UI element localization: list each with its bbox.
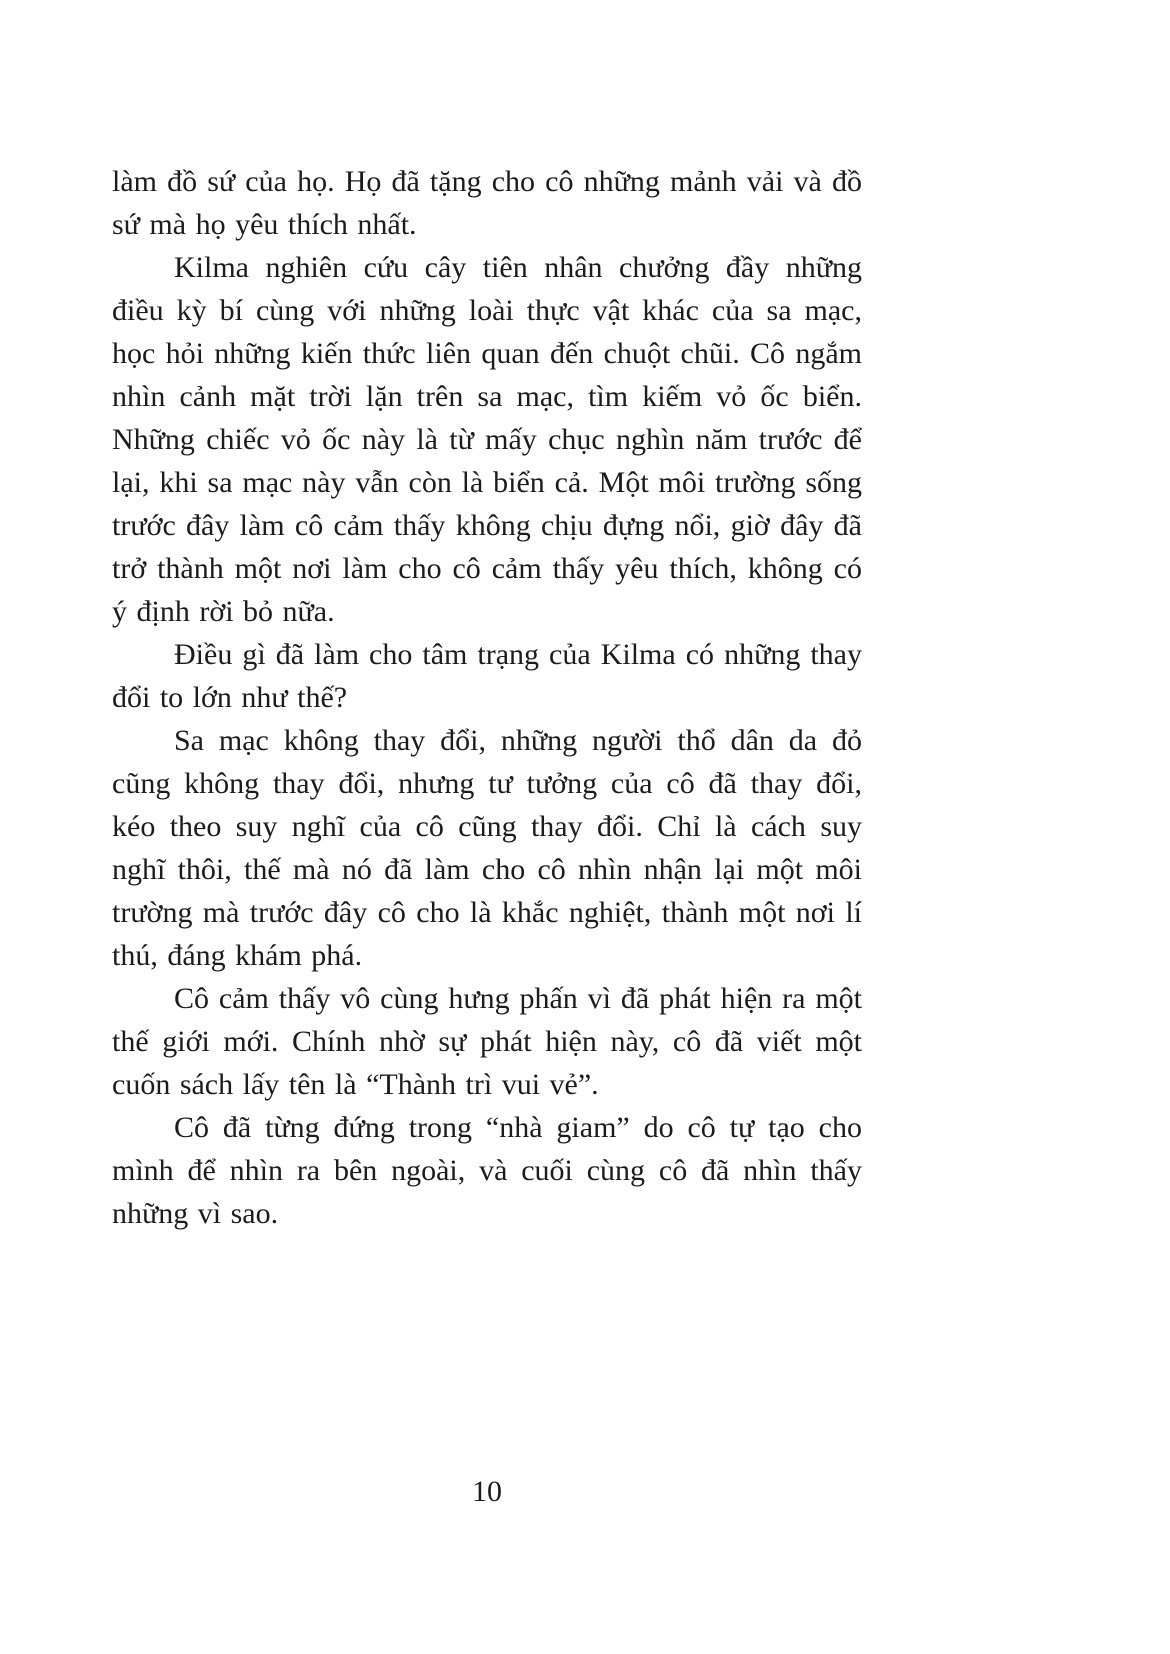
paragraph: Kilma nghiên cứu cây tiên nhân chưởng đầy những điều kỳ bí cùng với những loài thực vật khác của sa mạc, học hỏi những kiến thức liên quan đến chuột chũi. Cô ngắm nhìn cảnh mặt trời lặn trên sa mạc, tìm kiếm vỏ ốc biển. Những chiếc vỏ ốc này là từ mấy chục nghìn năm trước để lại, khi sa mạc này vẫn còn là biển cả. Một môi trường sống trước đây làm cô cảm thấy không chịu đựng nổi, giờ đây đã trở thành một nơi làm cho cô cảm thấy yêu thích, không có ý định rời bỏ nữa. (112, 251, 862, 628)
paragraph: Cô đã từng đứng trong “nhà giam” do cô tự tạo cho mình để nhìn ra bên ngoài, và cuối cùng cô đã nhìn thấy những vì sao. (112, 1111, 862, 1230)
page-number: 10 (472, 1475, 502, 1508)
paragraph: Điều gì đã làm cho tâm trạng của Kilma có những thay đổi to lớn như thế? (112, 638, 862, 714)
paragraph: Cô cảm thấy vô cùng hưng phấn vì đã phát hiện ra một thế giới mới. Chính nhờ sự phát hiện này, cô đã viết một cuốn sách lấy tên là “Thành trì vui vẻ”. (112, 982, 862, 1101)
paragraph-continuation: làm đồ sứ của họ. Họ đã tặng cho cô những mảnh vải và đồ sứ mà họ yêu thích nhất. (112, 165, 862, 241)
text-block (112, 160, 862, 1235)
paragraph: Sa mạc không thay đổi, những người thổ dân da đỏ cũng không thay đổi, nhưng tư tưởng của cô đã thay đổi, kéo theo suy nghĩ của cô cũng thay đổi. Chỉ là cách suy nghĩ thôi, thế mà nó đã làm cho cô nhìn nhận lại một môi trường mà trước đây cô cho là khắc nghiệt, thành một nơi lí thú, đáng khám phá. (112, 724, 862, 972)
